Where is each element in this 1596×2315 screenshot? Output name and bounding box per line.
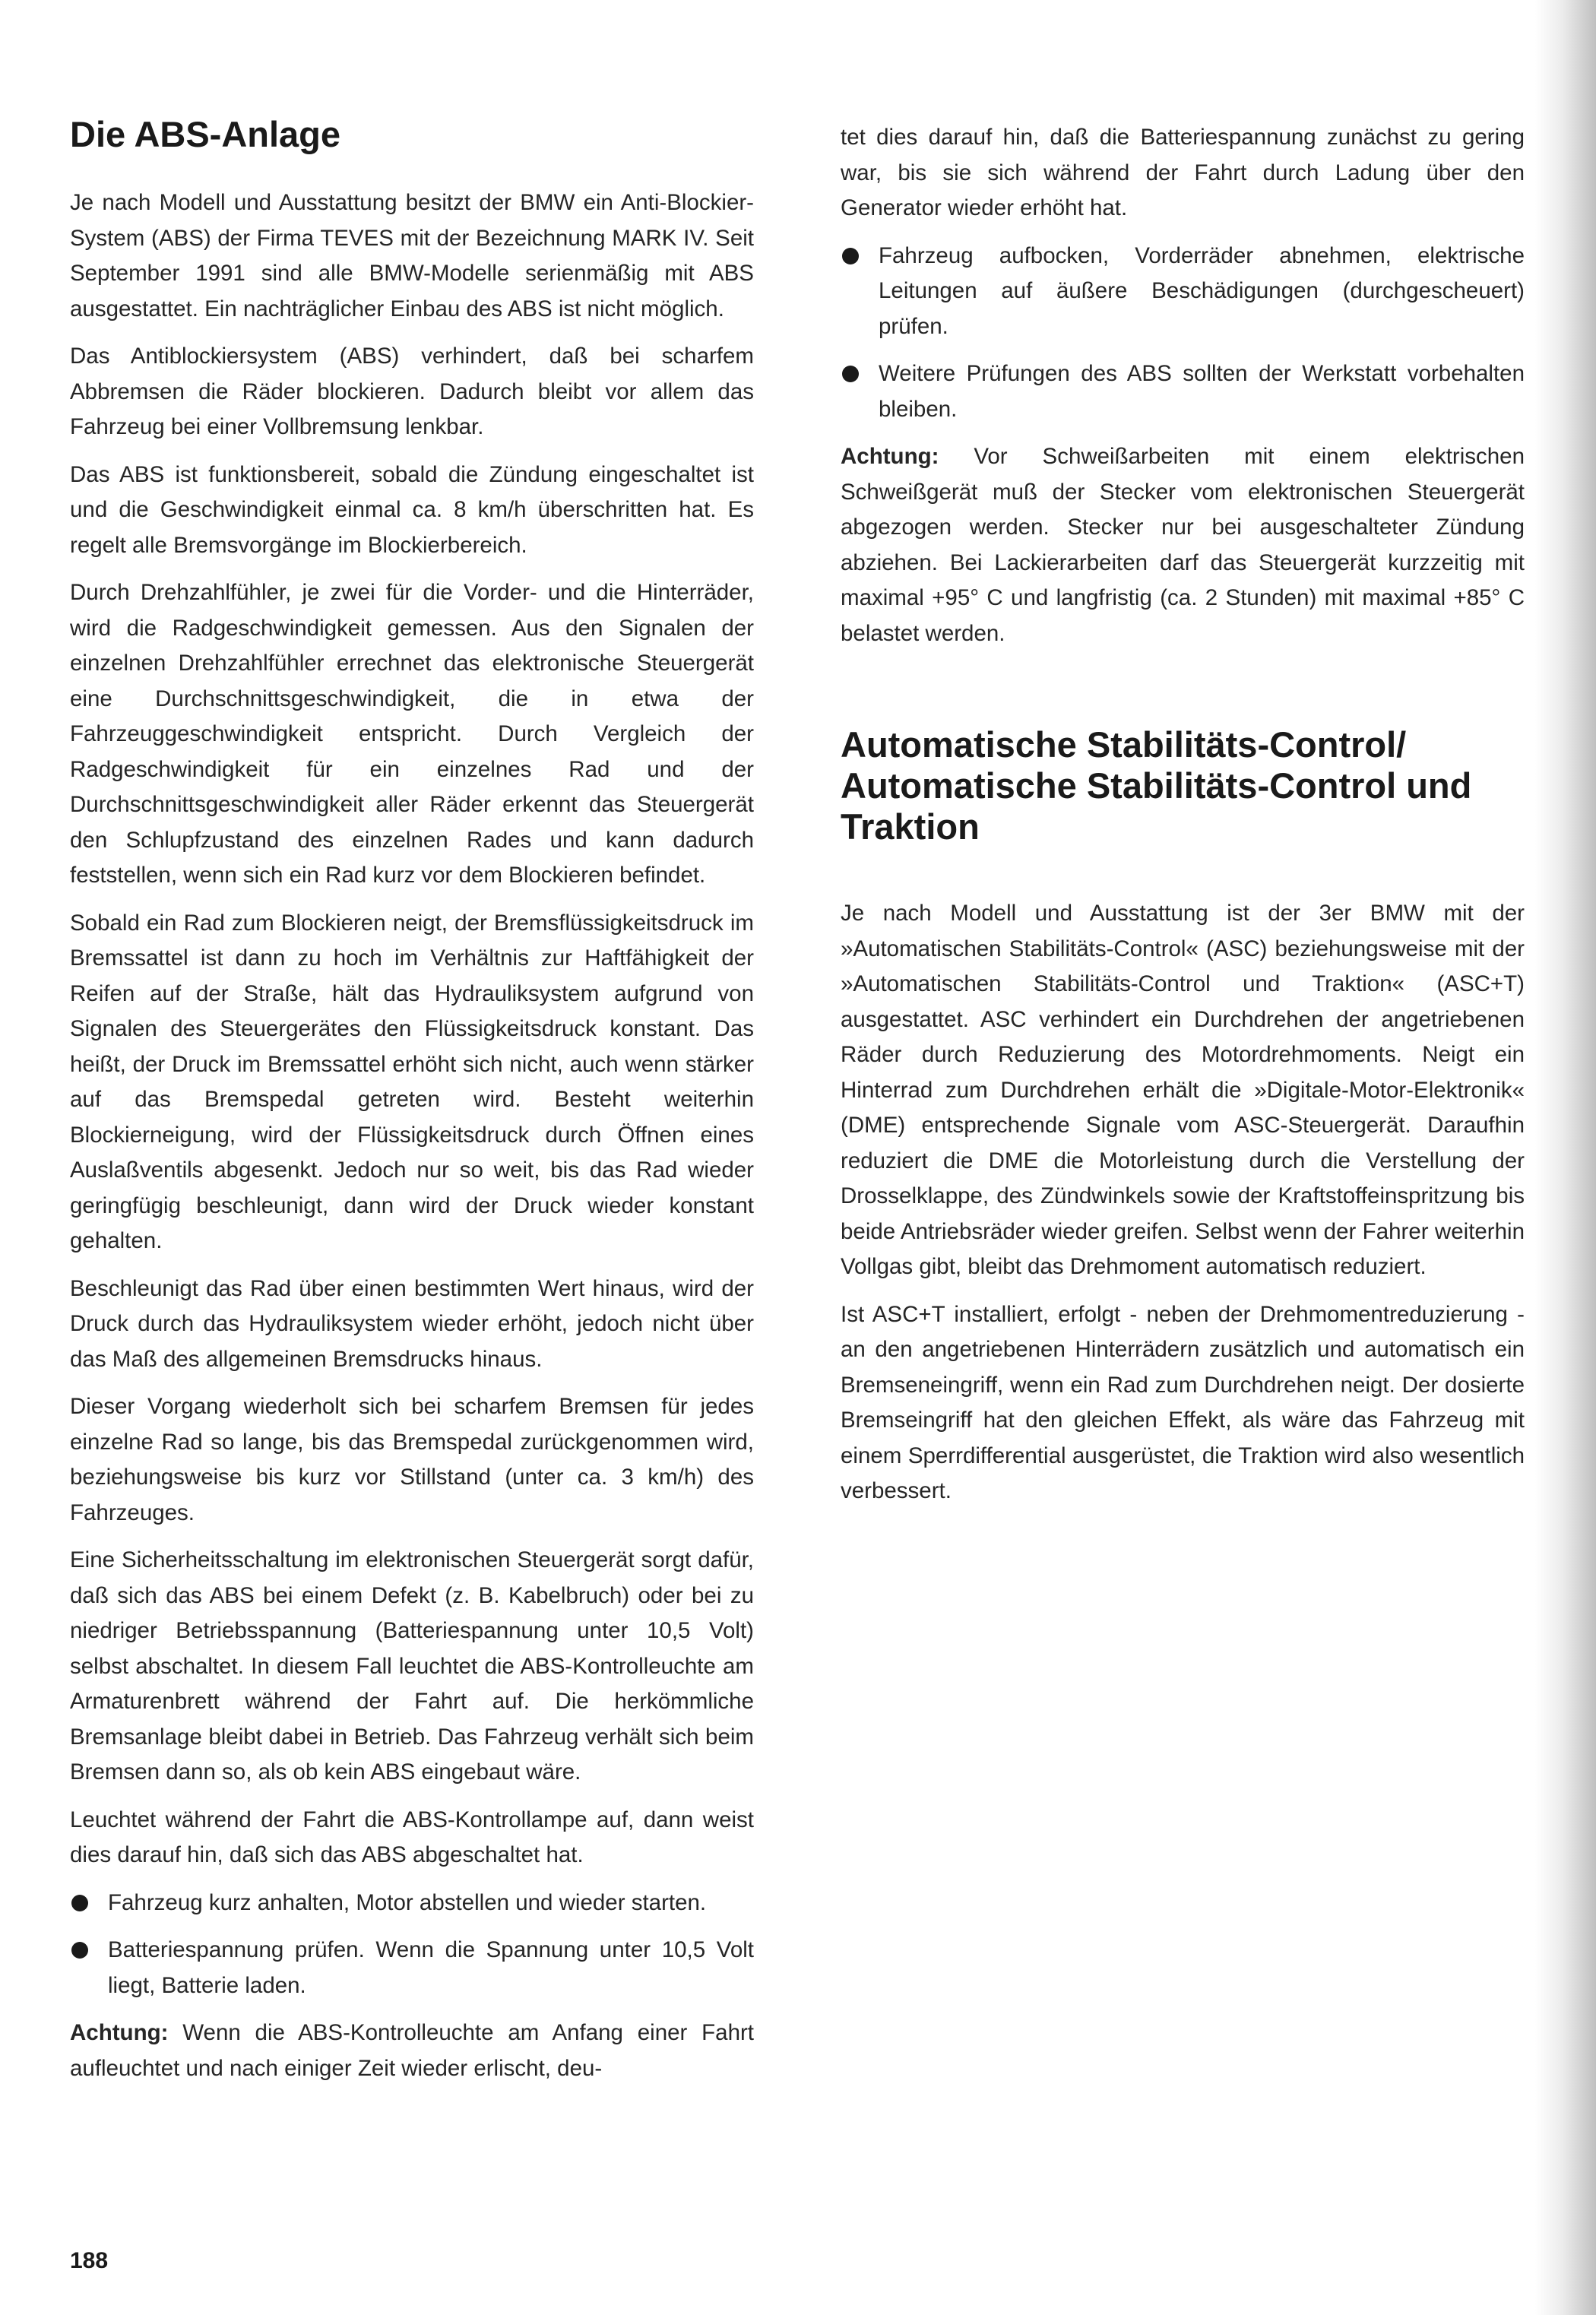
bullet-text: Weitere Prüfungen des ABS sollten der Werkstatt vorbehalten bleiben.: [879, 361, 1525, 422]
page-number: 188: [70, 2248, 109, 2273]
paragraph: Je nach Modell und Ausstattung ist der 3er BMW mit der »Automatischen Stabilitäts-Control« (ASC) beziehungsweise mit der »Automatischen Stabilitäts-Control und Traktion« (ASC+T) ausgestattet. ASC verhindert ein Durchdrehen der angetriebenen Räder durch Reduzierung des Motordrehmoments. Neigt ein Hinterrad zum Durchdrehen erhält die »Digitale-Motor-Elektronik« (DME) entsprechende Signale vom ASC-Steuergerät. Daraufhin reduziert die DME die Motorleistung durch die Verstellung der Drosselklappe, des Zündwinkels sowie der Kraftstoffeinspritzung bis beide Antriebsräder wieder greifen. Selbst wenn der Fahrer weiterhin Vollgas gibt, bleibt das Drehmoment automatisch reduziert.: [841, 901, 1525, 1279]
warning-label: Achtung:: [841, 444, 939, 469]
bullet-item: [841, 239, 1525, 345]
bullet-text: Batteriespannung prüfen. Wenn die Spannung unter 10,5 Volt liegt, Batterie laden.: [108, 1937, 754, 1998]
section-heading-asc: Automatische Stabilitäts-Control/ Automatische Stabilitäts-Control und Traktion: [841, 724, 1472, 847]
page-edge-shadow: [1535, 0, 1596, 2315]
paragraph: Durch Drehzahlfühler, je zwei für die Vorder- und die Hinterräder, wird die Radgeschwindigkeit gemessen. Aus den Signalen der einzelnen Drehzahlfühler errechnet das elektronische Steuergerät eine Durchschnittsgeschwindigkeit, die in etwa der Fahrzeuggeschwindigkeit entspricht. Durch Vergleich der Radgeschwindigkeit für ein einzelnes Rad und der Durchschnittsgeschwindigkeit aller Räder erkennt das Steuergerät den Schlupfzustand des einzelnen Rades und kann dadurch feststellen, wenn sich ein Rad kurz vor dem Blockieren befindet.: [70, 580, 754, 888]
warning-note: [841, 439, 1525, 651]
paragraph: Das ABS ist funktionsbereit, sobald die Zündung eingeschaltet ist und die Geschwindigkeit einmal ca. 8 km/h überschritten hat. Es regelt alle Bremsvorgänge im Blockierbereich.: [70, 461, 754, 558]
warning-note: [70, 2016, 754, 2086]
bullet-item: [841, 356, 1525, 427]
left-column: [70, 114, 754, 2098]
paragraph: Leuchtet während der Fahrt die ABS-Kontrollampe auf, dann weist dies darauf hin, daß sich das ABS abgeschaltet hat.: [70, 1807, 754, 1867]
paragraph: Je nach Modell und Ausstattung besitzt der BMW ein Anti-Blockier-System (ABS) der Firma TEVES mit der Bezeichnung MARK IV. Seit September 1991 sind alle BMW-Modelle serienmäßig mit ABS ausgestattet. Ein nachträglicher Einbau des ABS ist nicht möglich.: [70, 190, 754, 321]
bullet-text: Fahrzeug kurz anhalten, Motor abstellen und wieder starten.: [108, 1889, 707, 1915]
bullet-item: [70, 1933, 754, 2003]
bullet-item: [70, 1886, 754, 1921]
section-heading-abs: Die ABS-Anlage: [70, 114, 341, 154]
paragraph: Ist ASC+T installiert, erfolgt - neben der Drehmomentreduzierung - an den angetriebenen Hinterrädern zusätzlich und automatisch ein Bremseneingriff, wenn ein Rad zum Durchdrehen neigt. Der dosierte Bremseingriff hat den gleichen Effekt, als wäre das Fahrzeug mit einem Sperrdifferential ausgerüstet, die Traktion wird also wesentlich verbessert.: [841, 1301, 1525, 1503]
warning-label: Achtung:: [70, 2020, 169, 2045]
warning-text: Wenn die ABS-Kontrolleuchte am Anfang einer Fahrt aufleuchtet und nach einiger Zeit wieder erlischt, deu-: [70, 2020, 754, 2081]
paragraph: Das Antiblockiersystem (ABS) verhindert, daß bei scharfem Abbremsen die Räder blockieren. Dadurch bleibt vor allem das Fahrzeug bei einer Vollbremsung lenkbar.: [70, 344, 754, 439]
paragraph: Beschleunigt das Rad über einen bestimmten Wert hinaus, wird der Druck durch das Hydrauliksystem wieder erhöht, jedoch nicht über das Maß des allgemeinen Bremsdrucks hinaus.: [70, 1275, 754, 1372]
paragraph: Sobald ein Rad zum Blockieren neigt, der Bremsflüssigkeitsdruck im Bremssattel ist dann zu hoch im Verhältnis zur Haftfähigkeit der Reifen auf der Straße, hält das Hydrauliksystem aufgrund von Signalen des Steuergerätes den Flüssigkeitsdruck konstant. Das heißt, der Druck im Bremssattel erhöht sich nicht, auch wenn stärker auf das Bremspedal getreten wird. Besteht weiterhin Blockierneigung, wird der Flüssigkeitsdruck durch Öffnen eines Auslaßventils abgesenkt. Jedoch nur so weit, bis das Rad wieder geringfügig beschleunigt, dann wird der Druck wieder konstant gehalten.: [70, 910, 754, 1253]
bullet-dot-icon: [842, 248, 859, 264]
paragraph: Eine Sicherheitsschaltung im elektronischen Steuergerät sorgt dafür, daß sich das ABS bei einem Defekt (z. B. Kabelbruch) oder bei zu niedriger Betriebsspannung (Batteriespannung unter 10,5 Volt) selbst abschaltet. In diesem Fall leuchtet die ABS-Kontrolleuchte am Armaturenbrett während der Fahrt auf. Die herkömmliche Bremsanlage bleibt dabei in Betrieb. Das Fahrzeug verhält sich beim Bremsen dann so, als ob kein ABS eingebaut wäre.: [70, 1547, 754, 1785]
bullet-dot-icon: [71, 1942, 88, 1959]
bullet-text: Fahrzeug aufbocken, Vorderräder abnehmen, elektrische Leitungen auf äußere Beschädigungen (durchgescheuert) prüfen.: [879, 242, 1525, 339]
bullet-dot-icon: [842, 366, 859, 382]
bullet-dot-icon: [71, 1895, 88, 1911]
warning-text: Vor Schweißarbeiten mit einem elektrischen Schweißgerät muß der Stecker vom elektronischen Steuergerät abgezogen werden. Stecker nur bei ausgeschalteter Zündung abziehen. Bei Lackierarbeiten darf das Steuergerät kurzzeitig mit maximal +95° C und langfristig (ca. 2 Stunden) mit maximal +85° C belastet werden.: [841, 444, 1525, 646]
paragraph: Dieser Vorgang wiederholt sich bei scharfem Bremsen für jedes einzelne Rad so lange, bis das Bremspedal zurückgenommen wird, beziehungsweise bis kurz vor Stillstand (unter ca. 3 km/h) des Fahrzeuges.: [70, 1394, 754, 1525]
right-column: [841, 120, 1525, 1522]
paragraph-continuation: tet dies darauf hin, daß die Batteriespannung zunächst zu gering war, bis sie sich während der Fahrt durch Ladung über den Generator wieder erhöht hat.: [841, 125, 1525, 220]
